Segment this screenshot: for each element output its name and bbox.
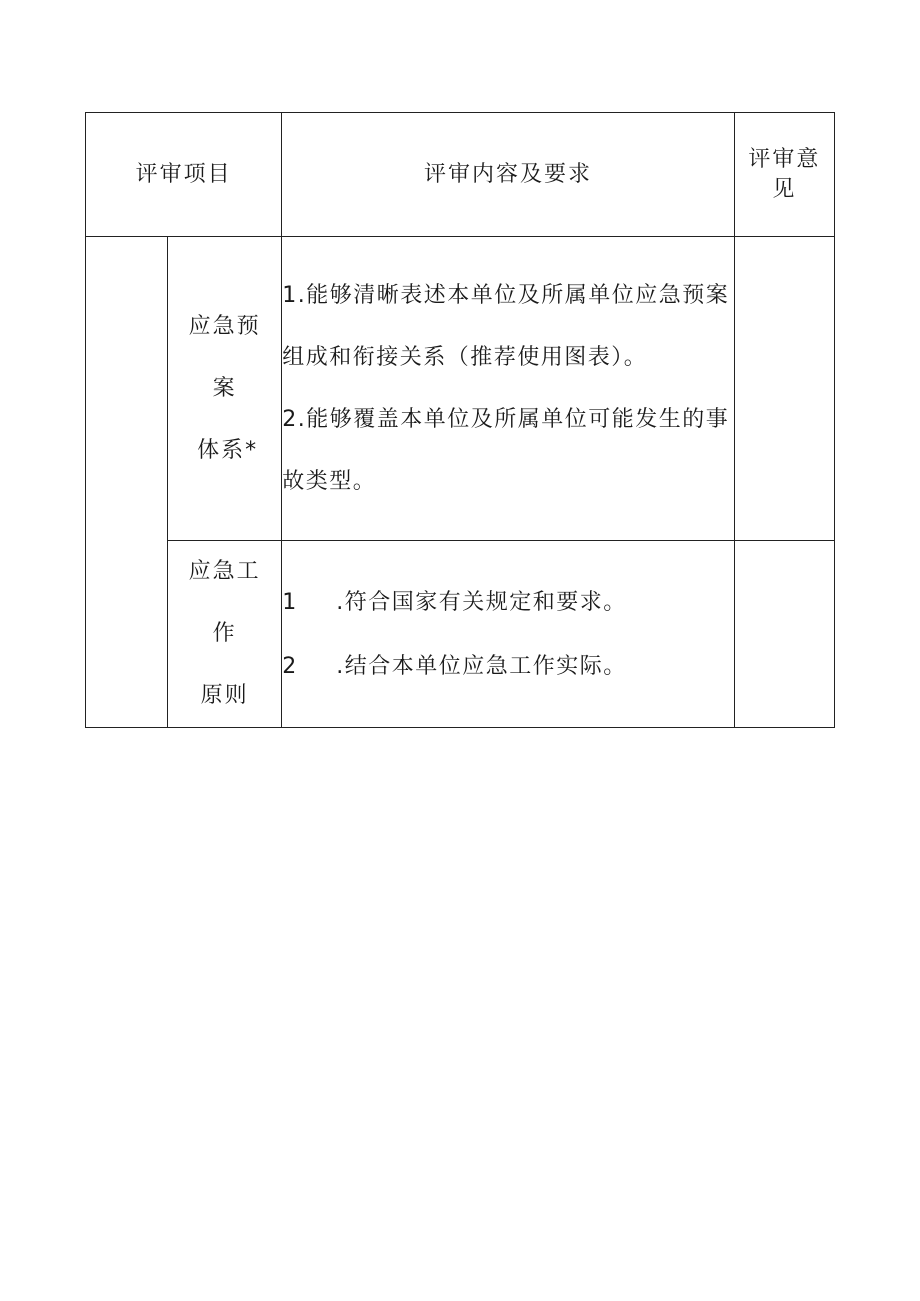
opinion-cell — [734, 541, 834, 728]
header-review-item: 评审项目 — [86, 113, 282, 237]
header-review-content: 评审内容及要求 — [282, 113, 735, 237]
list-item-text: .结合本单位应急工作实际。 — [336, 654, 627, 679]
table-row — [86, 237, 835, 541]
table-header-row — [86, 113, 835, 237]
list-item — [282, 570, 734, 634]
category-line: 案 — [212, 375, 237, 401]
header-opinion-line2: 见 — [772, 176, 797, 202]
category-cell-emergency-plan-system — [168, 237, 282, 541]
table-row — [86, 541, 835, 728]
header-opinion-line1: 评审意 — [748, 146, 821, 172]
list-item-number: 1 — [282, 590, 298, 615]
category-line: 作 — [212, 621, 237, 646]
list-item — [282, 634, 734, 698]
content-paragraph: 2.能够覆盖本单位及所属单位可能发生的事故类型。 — [282, 406, 730, 494]
category-line: 应急预 — [188, 313, 261, 339]
header-review-opinion — [734, 113, 834, 237]
list-item-text: .符合国家有关规定和要求。 — [336, 590, 627, 615]
category-line: 体系* — [197, 437, 259, 463]
group-blank-cell — [86, 237, 168, 728]
content-cell-emergency-plan-system — [282, 237, 735, 541]
list-item-number: 2 — [282, 654, 298, 679]
category-line: 应急工 — [188, 559, 261, 584]
category-line: 原则 — [200, 683, 249, 708]
opinion-cell — [734, 237, 834, 541]
content-paragraph: 1.能够清晰表述本单位及所属单位应急预案组成和衔接关系（推荐使用图表）。 — [282, 282, 730, 370]
review-table — [85, 112, 835, 728]
category-cell-emergency-work-principle — [168, 541, 282, 728]
content-cell-emergency-work-principle — [282, 541, 735, 728]
